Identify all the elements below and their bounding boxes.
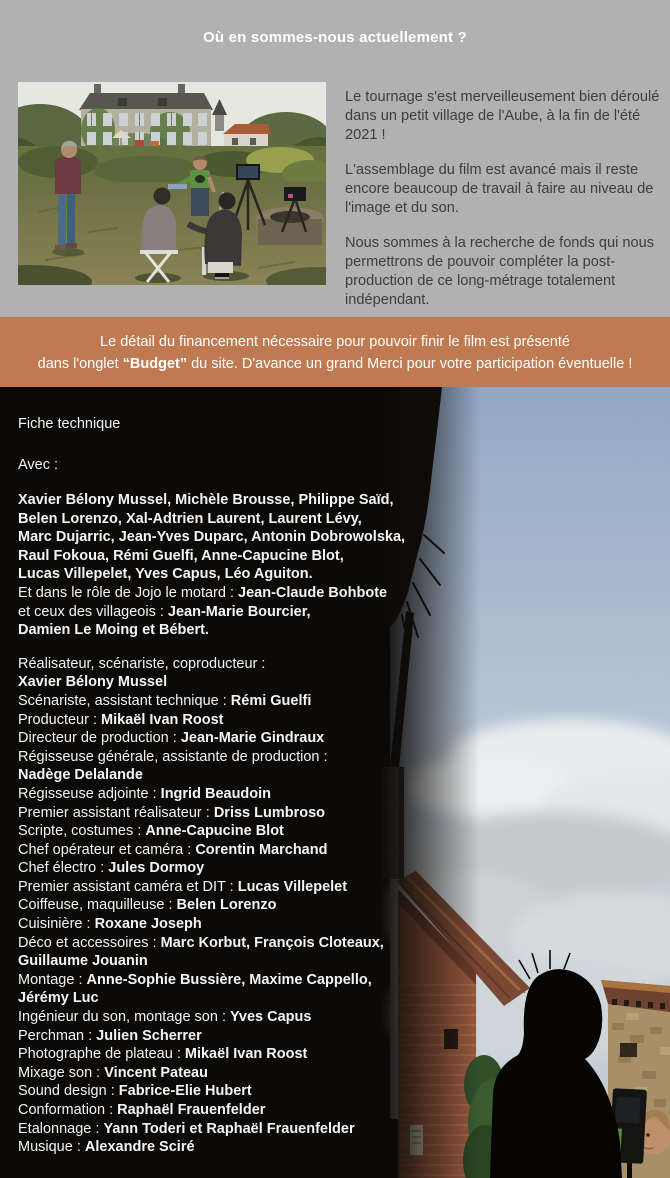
text-line: Et dans le rôle de Jojo le motard : Jean-Claude Bohbote — [18, 584, 388, 601]
shooting-set-photo-illustration — [18, 82, 326, 285]
text-line: Scénariste, assistant technique : Rémi Guelfi — [18, 692, 312, 709]
crew-list — [18, 655, 466, 1157]
text-line: Perchman : Julien Scherrer — [18, 1027, 202, 1044]
text-line: Le détail du financement nécessaire pour pouvoir finir le film est présenté — [100, 334, 570, 350]
intro-title: Où en sommes-nous actuellement ? — [203, 29, 467, 46]
text-line: Cuisinière : Roxane Joseph — [18, 916, 202, 933]
text-line: Etalonnage : Yann Toderi et Raphaël Frauenfelder — [18, 1120, 355, 1137]
text-line: Chef opérateur et caméra : Corentin Marchand — [18, 841, 328, 858]
credits-text — [18, 387, 466, 1157]
text-line: Directeur de production : Jean-Marie Gindraux — [18, 730, 325, 747]
text-line: Ingénieur du son, montage son : Yves Capus — [18, 1009, 312, 1026]
text-line: Mixage son : Vincent Pateau — [18, 1064, 208, 1081]
cast-list — [18, 491, 466, 640]
fiche-technique-heading: Fiche technique — [18, 416, 121, 432]
text-line: Régisseuse générale, assistante de production : — [18, 748, 328, 765]
text-line: et ceux des villageois : Jean-Marie Bourcier, — [18, 603, 311, 620]
text-line: Régisseuse adjointe : Ingrid Beaudoin — [18, 785, 272, 802]
text-line: Xavier Bélony Mussel, Michèle Brousse, Philippe Saïd, — [18, 492, 394, 508]
funding-banner — [0, 317, 670, 387]
credits-section — [0, 387, 670, 1178]
intro-text — [345, 88, 665, 326]
text-line: Xavier Bélony Mussel — [18, 674, 168, 691]
text-line: Déco et accessoires : Marc Korbut, François Cloteaux, — [18, 934, 384, 951]
text-line: Lucas Villepelet, Yves Capus, Léo Aguiton. — [18, 566, 313, 583]
text-line: Réalisateur, scénariste, coproducteur : — [18, 655, 266, 672]
intro-paragraph-3: Nous sommes à la recherche de fonds qui nous permettrons de pouvoir compléter la post-production de ce long-métrage totalement indépendant. — [345, 235, 655, 308]
avec-label: Avec : — [18, 457, 59, 473]
text-line: Sound design : Fabrice-Elie Hubert — [18, 1083, 252, 1100]
text-line: Jérémy Luc — [18, 990, 99, 1007]
shooting-set-photo — [18, 82, 326, 285]
text-line: Musique : Alexandre Sciré — [18, 1139, 195, 1156]
text-line: Producteur : Mikaël Ivan Roost — [18, 711, 224, 728]
intro-section — [0, 0, 670, 317]
text-line: Guillaume Jouanin — [18, 953, 148, 970]
text-line: dans l'onglet “Budget” du site. D'avance un grand Merci pour votre participation éventuelle ! — [37, 356, 633, 372]
intro-paragraph-2: L'assemblage du film est avancé mais il reste encore beaucoup de travail à faire au niveau de l'image et du son. — [345, 162, 654, 216]
text-line: Premier assistant réalisateur : Driss Lumbroso — [18, 804, 326, 821]
text-line: Conformation : Raphaël Frauenfelder — [18, 1102, 266, 1118]
text-line: Raul Fokoua, Rémi Guelfi, Anne-Capucine Blot, — [18, 547, 344, 564]
text-line: Belen Lorenzo, Xal-Adtrien Laurent, Laurent Lévy, — [18, 510, 362, 527]
text-line: Premier assistant caméra et DIT : Lucas Villepelet — [18, 878, 348, 895]
text-line: Photographe de plateau : Mikaël Ivan Roost — [18, 1046, 308, 1063]
text-line: Chef électro : Jules Dormoy — [18, 860, 205, 877]
text-line: Damien Le Moing et Bébert. — [18, 622, 209, 639]
text-line: Nadège Delalande — [18, 767, 143, 784]
text-line: Montage : Anne-Sophie Bussière, Maxime Cappello, — [18, 971, 372, 988]
text-line: Marc Dujarric, Jean-Yves Duparc, Antonin Dobrowolska, — [18, 529, 406, 546]
intro-paragraph-1: Le tournage s'est merveilleusement bien déroulé dans un petit village de l'Aube, à la fin de l'été 2021 ! — [345, 89, 660, 143]
text-line: Coiffeuse, maquilleuse : Belen Lorenzo — [18, 897, 277, 914]
text-line: Scripte, costumes : Anne-Capucine Blot — [18, 823, 284, 840]
